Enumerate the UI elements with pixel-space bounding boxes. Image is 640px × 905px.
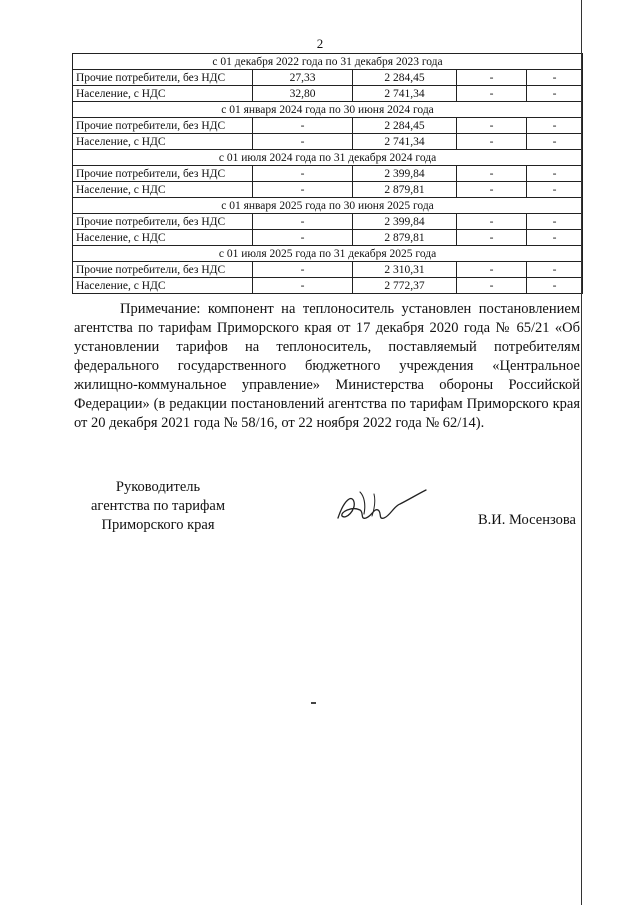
value-cell: - [457, 118, 527, 134]
value-cell: - [527, 278, 583, 294]
category-cell: Прочие потребители, без НДС [73, 262, 253, 278]
value-cell: 2 741,34 [353, 86, 457, 102]
signatory-position-line3: Приморского края [101, 517, 215, 533]
value-cell: - [253, 262, 353, 278]
value-cell: - [527, 214, 583, 230]
signatory-position-line1: Руководитель [115, 479, 201, 495]
period-title: с 01 декабря 2022 года по 31 декабря 2023 года [73, 54, 583, 70]
value-cell: - [527, 182, 583, 198]
value-cell: - [527, 134, 583, 150]
signer-name: В.И. Мосензова [478, 512, 576, 528]
table-row [73, 118, 583, 134]
value-cell: - [527, 70, 583, 86]
value-cell: - [457, 182, 527, 198]
value-cell: - [457, 134, 527, 150]
period-header-row [73, 198, 583, 214]
table-row [73, 70, 583, 86]
period-title: с 01 июля 2025 года по 31 декабря 2025 года [73, 246, 583, 262]
signatory-position-line2: агентства по тарифам [91, 498, 225, 514]
table-row [73, 230, 583, 246]
scan-mark [311, 702, 316, 704]
period-header-row [73, 150, 583, 166]
value-cell: - [457, 230, 527, 246]
category-cell: Население, с НДС [73, 134, 253, 150]
table-row [73, 214, 583, 230]
period-header-row [73, 102, 583, 118]
value-cell: 2 284,45 [353, 70, 457, 86]
value-cell: 32,80 [253, 86, 353, 102]
value-cell: - [527, 166, 583, 182]
value-cell: - [527, 230, 583, 246]
value-cell: - [527, 86, 583, 102]
value-cell: - [457, 70, 527, 86]
handwritten-signature [330, 480, 430, 530]
table-row [73, 182, 583, 198]
value-cell: - [253, 230, 353, 246]
category-cell: Прочие потребители, без НДС [73, 70, 253, 86]
value-cell: - [457, 214, 527, 230]
value-cell: - [253, 134, 353, 150]
value-cell: 2 741,34 [353, 134, 457, 150]
category-cell: Прочие потребители, без НДС [73, 166, 253, 182]
value-cell: - [457, 278, 527, 294]
tariff-table [72, 53, 583, 294]
value-cell: 2 772,37 [353, 278, 457, 294]
value-cell: 2 284,45 [353, 118, 457, 134]
table-row [73, 86, 583, 102]
value-cell: - [253, 166, 353, 182]
value-cell: - [457, 262, 527, 278]
value-cell: 2 879,81 [353, 182, 457, 198]
value-cell: - [457, 166, 527, 182]
value-cell: - [457, 86, 527, 102]
period-title: с 01 января 2025 года по 30 июня 2025 года [73, 198, 583, 214]
value-cell: 2 879,81 [353, 230, 457, 246]
value-cell: - [527, 118, 583, 134]
period-header-row [73, 54, 583, 70]
table-row [73, 134, 583, 150]
value-cell: 27,33 [253, 70, 353, 86]
period-header-row [73, 246, 583, 262]
value-cell: - [253, 182, 353, 198]
table-row [73, 166, 583, 182]
category-cell: Население, с НДС [73, 230, 253, 246]
period-title: с 01 июля 2024 года по 31 декабря 2024 года [73, 150, 583, 166]
table-row [73, 262, 583, 278]
period-title: с 01 января 2024 года по 30 июня 2024 года [73, 102, 583, 118]
page-edge-line [581, 0, 582, 905]
value-cell: - [253, 278, 353, 294]
category-cell: Население, с НДС [73, 278, 253, 294]
value-cell: 2 310,31 [353, 262, 457, 278]
category-cell: Прочие потребители, без НДС [73, 118, 253, 134]
value-cell: - [253, 214, 353, 230]
value-cell: - [253, 118, 353, 134]
value-cell: - [527, 262, 583, 278]
category-cell: Прочие потребители, без НДС [73, 214, 253, 230]
note-text: Примечание: компонент на теплоноситель установлен постановлением агентства по тарифам Приморского края от 17 декабря 2020 года № 65/21 «Об установлении тарифов на теплоноситель, поставляемый потребителям федерального государственного бюджетного учреждения «Центральное жилищно-коммунальное управление» Министерства обороны Российской Федерации» (в редакции постановлений агентства по тарифам Приморского края от 20 декабря 2021 года № 58/16, от 22 ноября 2022 года № 62/14). [74, 301, 580, 431]
table-row [73, 278, 583, 294]
page-number: 2 [316, 36, 324, 51]
note-section [74, 300, 580, 433]
signature-title [78, 478, 238, 535]
category-cell: Население, с НДС [73, 182, 253, 198]
value-cell: 2 399,84 [353, 166, 457, 182]
category-cell: Население, с НДС [73, 86, 253, 102]
value-cell: 2 399,84 [353, 214, 457, 230]
